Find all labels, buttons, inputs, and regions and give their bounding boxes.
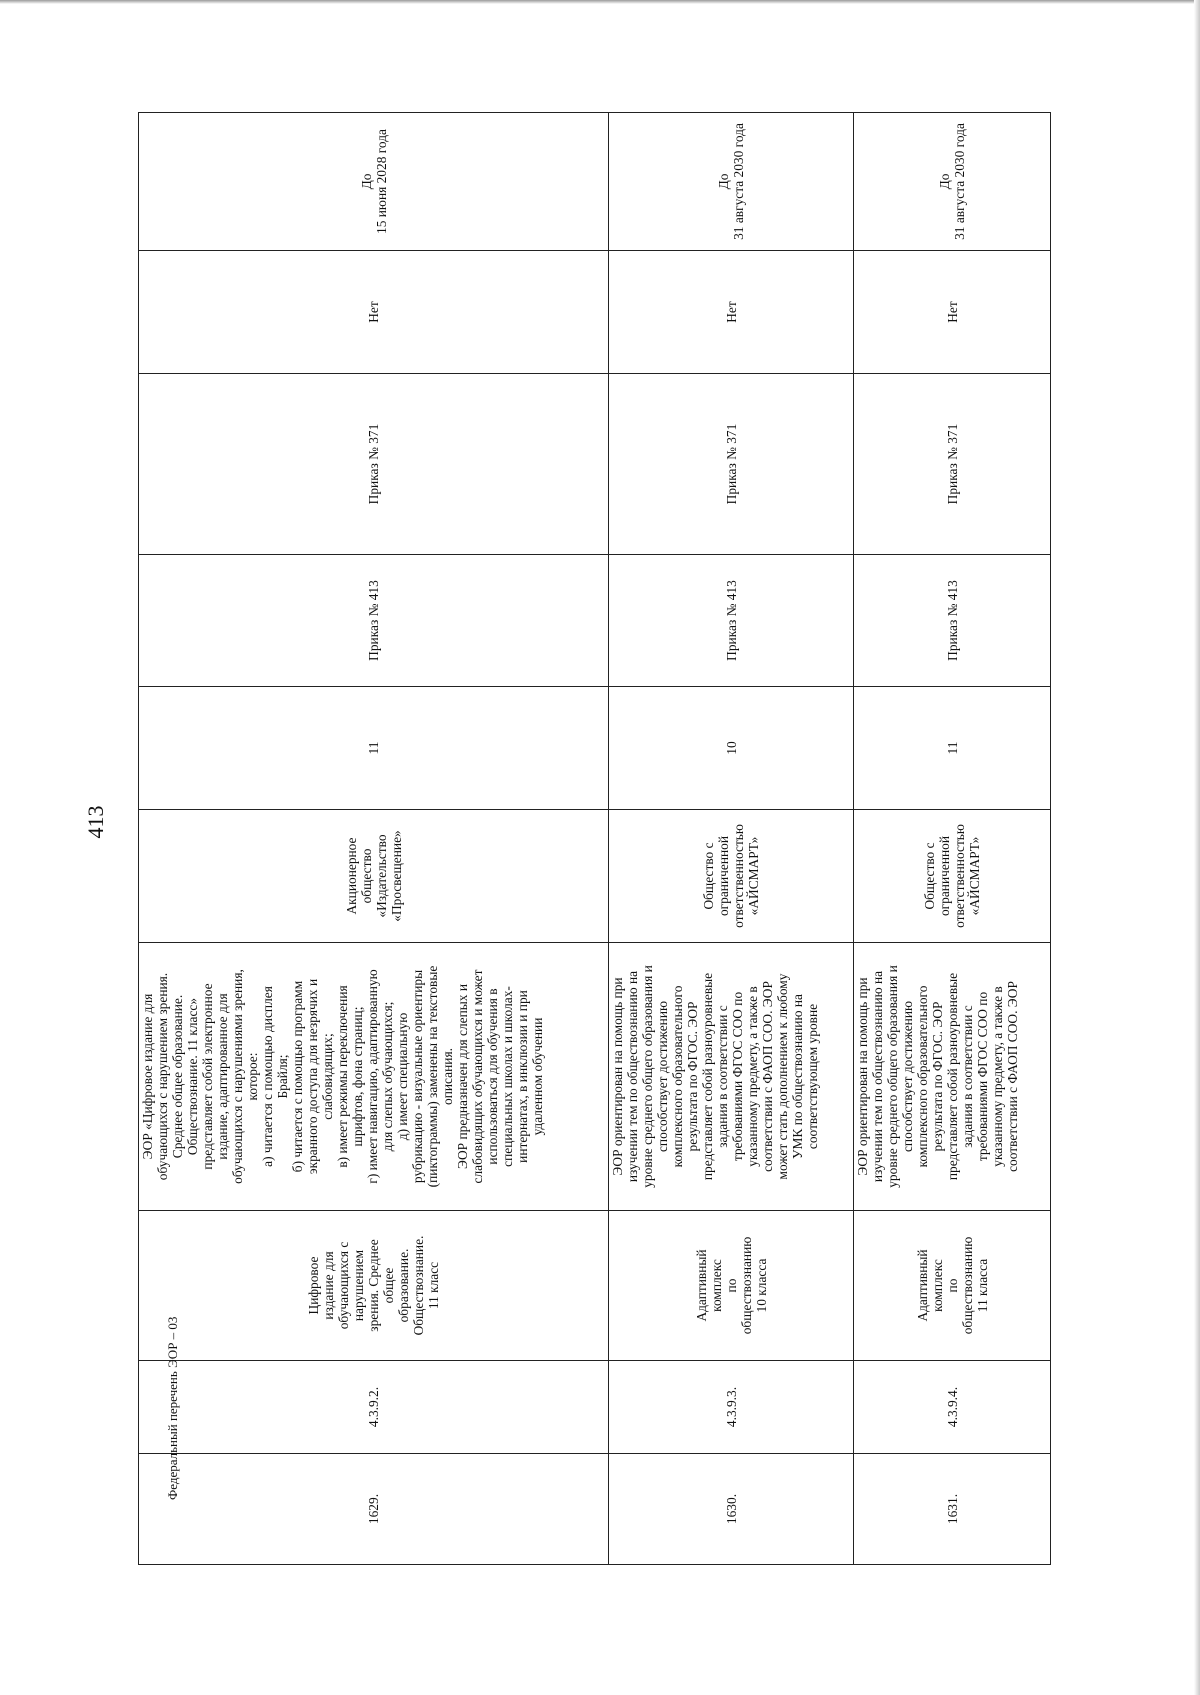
code-cell — [139, 1361, 609, 1454]
owner-cell — [854, 810, 1051, 943]
resource-name: Адаптивный комплекс по обществознанию 11 класса — [914, 1236, 990, 1335]
order-1-cell — [609, 555, 854, 687]
order-1-cell — [139, 555, 609, 687]
name-cell — [609, 1211, 854, 1361]
flag-value: Нет — [944, 301, 960, 323]
owner-cell — [609, 810, 854, 943]
owner-cell — [139, 810, 609, 943]
rights-holder: Общество с ограниченной ответственностью «АЙСМАРТ» — [701, 824, 761, 928]
resource-description: ЭОР ориентирован на помощь при изучении тем по обществознанию на уровне среднего общего образования и способствует достижению комплексного образовательного результата по ФГОС. ЭОР представляет собой разноуровневые задания в соответствии с требованиями ФГОС СОО по указанному предмету, а также в соответствии с ФАОП СОО. ЭОР — [855, 965, 1020, 1188]
description-cell — [609, 943, 854, 1211]
flag-value: Нет — [723, 301, 739, 323]
row-number-cell — [139, 1454, 609, 1565]
order-371: Приказ № 371 — [723, 423, 739, 505]
name-cell — [139, 1211, 609, 1361]
row-number-cell — [609, 1454, 854, 1565]
table-row — [609, 113, 854, 1565]
grade-cell — [139, 687, 609, 810]
grade: 11 — [366, 741, 381, 755]
flag-cell — [139, 251, 609, 374]
order-2-cell — [854, 374, 1051, 555]
resource-name: Адаптивный комплекс по обществознанию 10 класса — [693, 1236, 769, 1335]
flag-cell — [609, 251, 854, 374]
flag-value: Нет — [366, 301, 381, 323]
description-cell — [139, 943, 609, 1211]
flag-cell — [854, 251, 1051, 374]
order-413: Приказ № 413 — [944, 580, 960, 661]
grade: 11 — [944, 741, 960, 755]
grade-cell — [609, 687, 854, 810]
deadline: До 15 июня 2028 года — [358, 129, 389, 234]
order-2-cell — [609, 374, 854, 555]
table-row — [139, 113, 609, 1565]
name-cell — [854, 1211, 1051, 1361]
order-371: Приказ № 371 — [944, 423, 960, 505]
deadline-cell — [139, 113, 609, 251]
resource-description: ЭОР ориентирован на помощь при изучении тем по обществознанию на уровне среднего общего образования и способствует достижению комплексного образовательного результата по ФГОС. ЭОР представляет собой разноуровневые задания в соответствии с требованиями ФГОС СОО по указанному предмету, а также в соответствии с ФАОП СОО. ЭОР может стать дополнением к любому УМК по обществознанию на соответствующем уровне — [610, 965, 820, 1188]
rotated-table-wrapper — [138, 113, 1050, 1565]
order-413: Приказ № 413 — [723, 580, 739, 661]
resource-description: ЭОР «Цифровое издание для обучающихся с нарушением зрения. Среднее общее образование. Обществознание. 11 класс» представляет собой электронное издание, адаптированное для обучающихся с нарушениями зрения, которое: а) читается с помощью дисплея Брайля; б) читается с помощью программ экранного доступа для незрячих и слабовидящих; в) имеет режимы переключения шрифтов, фона страниц; г) имеет навигацию, адаптированную для слепых обучающихся; д) имеет специальную рубрикацию - визуальные ориентиры (пиктограммы) заменены на текстовые описания. ЭОР предназначен для слепых и слабовидящих обучающихся и может использоваться для обучения в специальных школах и школах- интернатах, в инклюзии и при удаленном обучении — [140, 965, 545, 1188]
code-cell — [854, 1361, 1051, 1454]
eor-register-table — [138, 112, 1051, 1565]
deadline: До 31 августа 2030 года — [937, 123, 967, 240]
scan-edge-top — [0, 0, 1200, 4]
resource-code: 4.3.9.4. — [944, 1386, 960, 1428]
rights-holder: Акционерное общество «Издательство «Просвещение» — [343, 830, 404, 922]
grade: 10 — [723, 741, 739, 755]
footer-note: Федеральный перечень ЭОР – 03 — [165, 1316, 180, 1500]
deadline-cell — [609, 113, 854, 251]
deadline: До 31 августа 2030 года — [716, 123, 746, 240]
order-371: Приказ № 371 — [366, 423, 381, 505]
order-1-cell — [854, 555, 1051, 687]
code-cell — [609, 1361, 854, 1454]
rights-holder: Общество с ограниченной ответственностью «АЙСМАРТ» — [922, 824, 982, 928]
row-number-cell — [854, 1454, 1051, 1565]
scan-edge-right — [1194, 0, 1200, 1695]
deadline-cell — [854, 113, 1051, 251]
resource-code: 4.3.9.3. — [723, 1386, 739, 1428]
order-413: Приказ № 413 — [366, 580, 381, 661]
row-number: 1630. — [723, 1493, 739, 1525]
table-row — [854, 113, 1051, 1565]
description-cell — [854, 943, 1051, 1211]
grade-cell — [854, 687, 1051, 810]
resource-code: 4.3.9.2. — [366, 1386, 381, 1428]
row-number: 1631. — [944, 1493, 960, 1525]
row-number: 1629. — [366, 1493, 381, 1525]
resource-name: Цифровое издание для обучающихся с нарушением зрения. Среднее общее образование. Обществознание. 11 класс — [306, 1235, 441, 1336]
page-number: 413 — [83, 805, 108, 839]
order-2-cell — [139, 374, 609, 555]
